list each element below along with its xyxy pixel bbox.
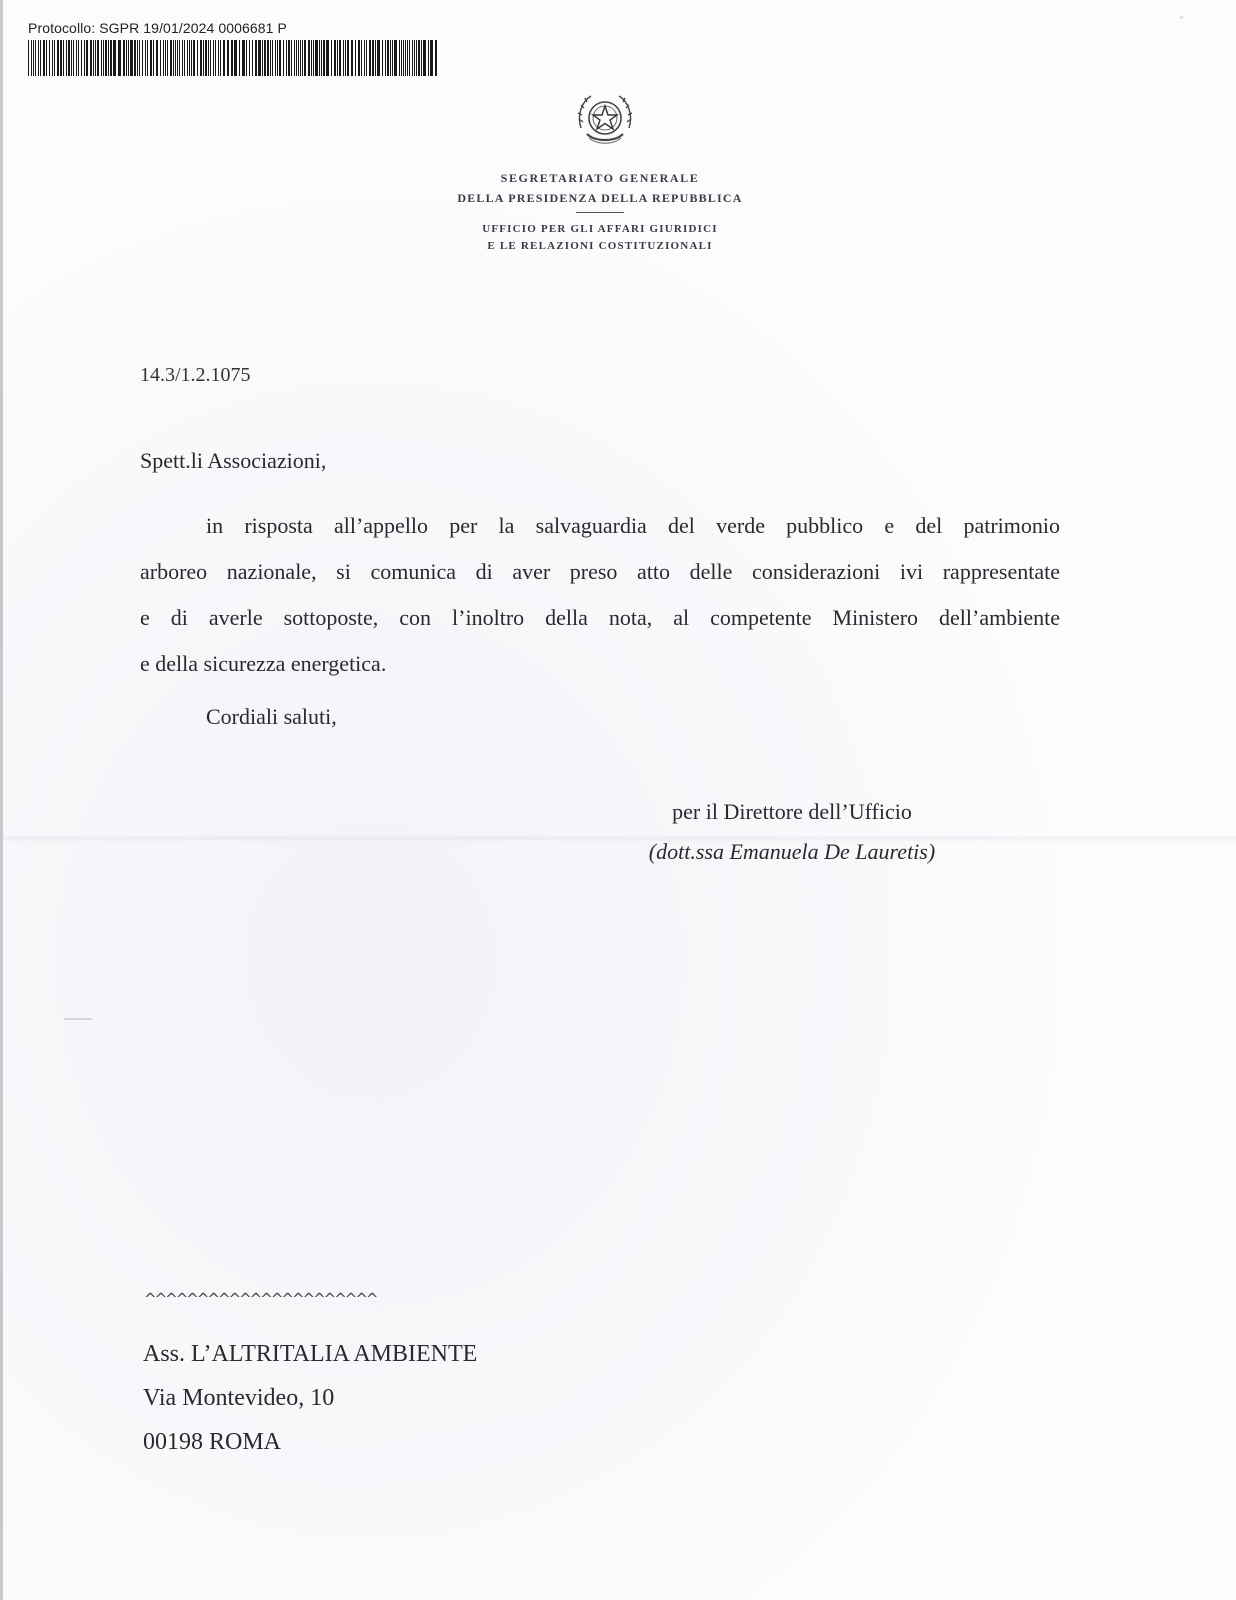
closing: Cordiali saluti, [206,704,337,729]
body-line: arboreo nazionale, si comunica di aver preso atto delle considerazioni ivi rappresentate [140,559,1060,584]
recipient-address [143,1332,477,1464]
recipient-name: Ass. L’ALTRITALIA AMBIENTE [143,1341,478,1367]
page-edge [0,0,3,1600]
recipient-street: Via Montevideo, 10 [143,1385,335,1411]
signature-block [612,792,972,872]
letterhead-line2: DELLA PRESIDENZA DELLA REPUBBLICA [457,191,743,205]
recipient-city: 00198 ROMA [143,1429,282,1455]
reference-number: 14.3/1.2.1075 [140,364,251,386]
letterhead-line3: UFFICIO PER GLI AFFARI GIURIDICI [482,223,718,235]
letterhead-line1: SEGRETARIATO GENERALE [500,171,700,185]
body-line: in risposta all’appello per la salvaguardia del verde pubblico e del patrimonio [206,513,1060,538]
barcode [28,40,437,76]
letterhead-line4: E LE RELAZIONI COSTITUZIONALI [487,240,713,252]
letter-body [140,503,1060,687]
signature-role: per il Direttore dell’Ufficio [672,799,912,824]
protocol-number: Protocollo: SGPR 19/01/2024 0006681 P [28,20,287,36]
address-separator: ^^^^^^^^^^^^^^^^^^^^^^ [144,1290,377,1308]
body-line: e della sicurezza energetica. [140,651,387,676]
body-line: e di averle sottoposte, con l’inoltro della nota, al competente Ministero dell’ambiente [140,605,1060,630]
republic-emblem-icon [573,88,637,152]
salutation: Spett.li Associazioni, [140,448,327,473]
scan-mark [1180,16,1183,19]
signature-name: (dott.ssa Emanuela De Lauretis) [648,839,936,864]
letterhead [380,168,820,255]
letterhead-divider [576,212,624,213]
scan-mark [64,1018,92,1020]
